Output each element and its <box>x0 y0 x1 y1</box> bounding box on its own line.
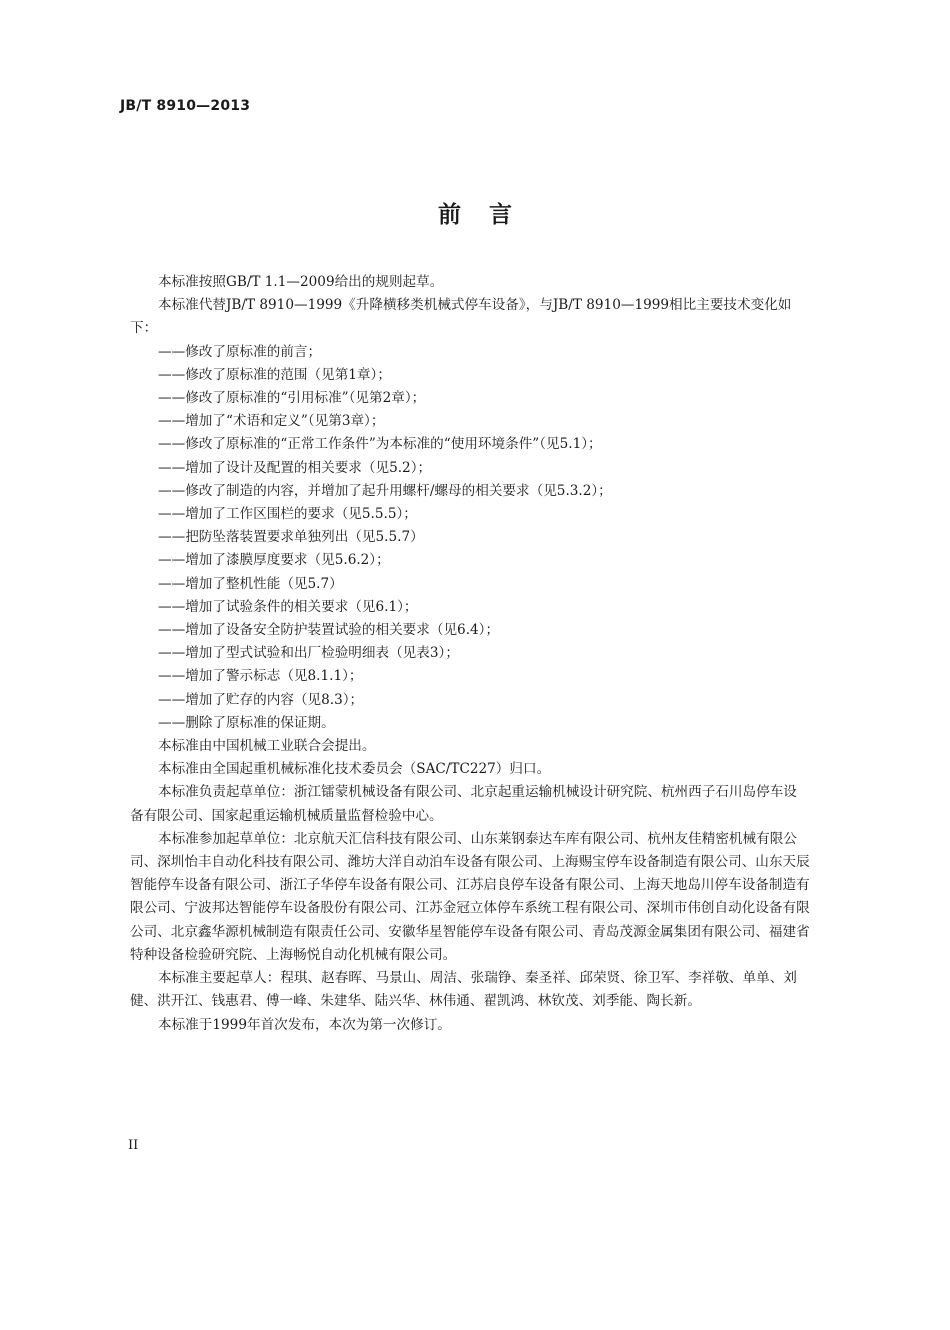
standard-code: JB/T 8910—2013 <box>120 98 251 114</box>
change-item: ——增加了整机性能（见5.7） <box>158 575 343 592</box>
change-item: ——增加了试验条件的相关要求（见6.1）； <box>158 598 418 615</box>
change-item: ——增加了漆膜厚度要求（见5.6.2）； <box>158 552 390 569</box>
change-item: ——增加了型式试验和出厂检验明细表（见表3）； <box>158 645 459 662</box>
history-paragraph: 本标准于1999年首次发布，本次为第一次修订。 <box>158 1016 451 1033</box>
change-item: ——修改了制造的内容，并增加了起升用螺杆/螺母的相关要求（见5.3.2）； <box>158 482 612 499</box>
intro-paragraph: 本标准按照GB/T 1.1—2009给出的规则起草。 <box>158 274 444 290</box>
change-item: ——增加了设计及配置的相关要求（见5.2）； <box>158 459 432 476</box>
change-item: ——修改了原标准的“引用标准”（见第2章）； <box>158 390 426 407</box>
main-drafters-paragraph: 本标准主要起草人：程琪、赵春晖、马景山、周洁、张瑞铮、秦圣祥、邱荣贤、徐卫军、李祥敬、单单、刘健、洪开江、钱惠君、傅一峰、朱建华、陆兴华、林伟通、翟凯鸿、林钦茂、刘季能、陶长新。 <box>130 970 797 1010</box>
committee-paragraph: 本标准由全国起重机械标准化技术委员会（SAC/TC227）归口。 <box>158 761 551 778</box>
change-item: ——删除了原标准的保证期。 <box>158 714 335 731</box>
foreword-body <box>130 271 810 1037</box>
change-item: ——修改了原标准的前言； <box>158 343 322 360</box>
change-item: ——修改了原标准的“正常工作条件”为本标准的“使用环境条件”（见5.1）； <box>158 436 602 453</box>
change-item: ——增加了“术语和定义”（见第3章）； <box>158 413 385 430</box>
page-title: 前言 <box>438 202 540 228</box>
change-item: ——把防坠落装置要求单独列出（见5.5.7） <box>158 529 424 546</box>
change-item: ——增加了贮存的内容（见8.3）； <box>158 691 364 708</box>
change-item: ——修改了原标准的范围（见第1章）； <box>158 366 391 383</box>
page-number: II <box>128 1138 139 1153</box>
change-item: ——增加了设备安全防护装置试验的相关要求（见6.4）； <box>158 622 500 639</box>
change-item: ——增加了警示标志（见8.1.1）； <box>158 668 363 685</box>
responsible-drafters-paragraph: 本标准负责起草单位：浙江镭蒙机械设备有限公司、北京起重运输机械设计研究院、杭州西子石川岛停车设备有限公司、国家起重运输机械质量监督检验中心。 <box>130 784 797 824</box>
intro-paragraph: 本标准代替JB/T 8910—1999《升降横移类机械式停车设备》，与JB/T 8910—1999相比主要技术变化如下： <box>130 297 792 337</box>
change-item: ——增加了工作区围栏的要求（见5.5.5）； <box>158 506 417 523</box>
proposer-paragraph: 本标准由中国机械工业联合会提出。 <box>158 738 376 755</box>
participating-drafters-paragraph: 本标准参加起草单位：北京航天汇信科技有限公司、山东莱钢泰达车库有限公司、杭州友佳精密机械有限公司、深圳怡丰自动化科技有限公司、潍坊大洋自动泊车设备有限公司、上海赐宝停车设备制造有限公司、山东天辰智能停车设备有限公司、浙江子华停车设备有限公司、江苏启良停车设备有限公司、上海天地岛川停车设备制造有限公司、宁波邦达智能停车设备股份有限公司、江苏金冠立体停车系统工程有限公司、深圳市伟创自动化设备有限公司、北京鑫华源机械制造有限责任公司、安徽华星智能停车设备有限公司、青岛茂源金属集团有限公司、福建省特种设备检验研究院、上海畅悦自动化机械有限公司。 <box>130 830 810 963</box>
